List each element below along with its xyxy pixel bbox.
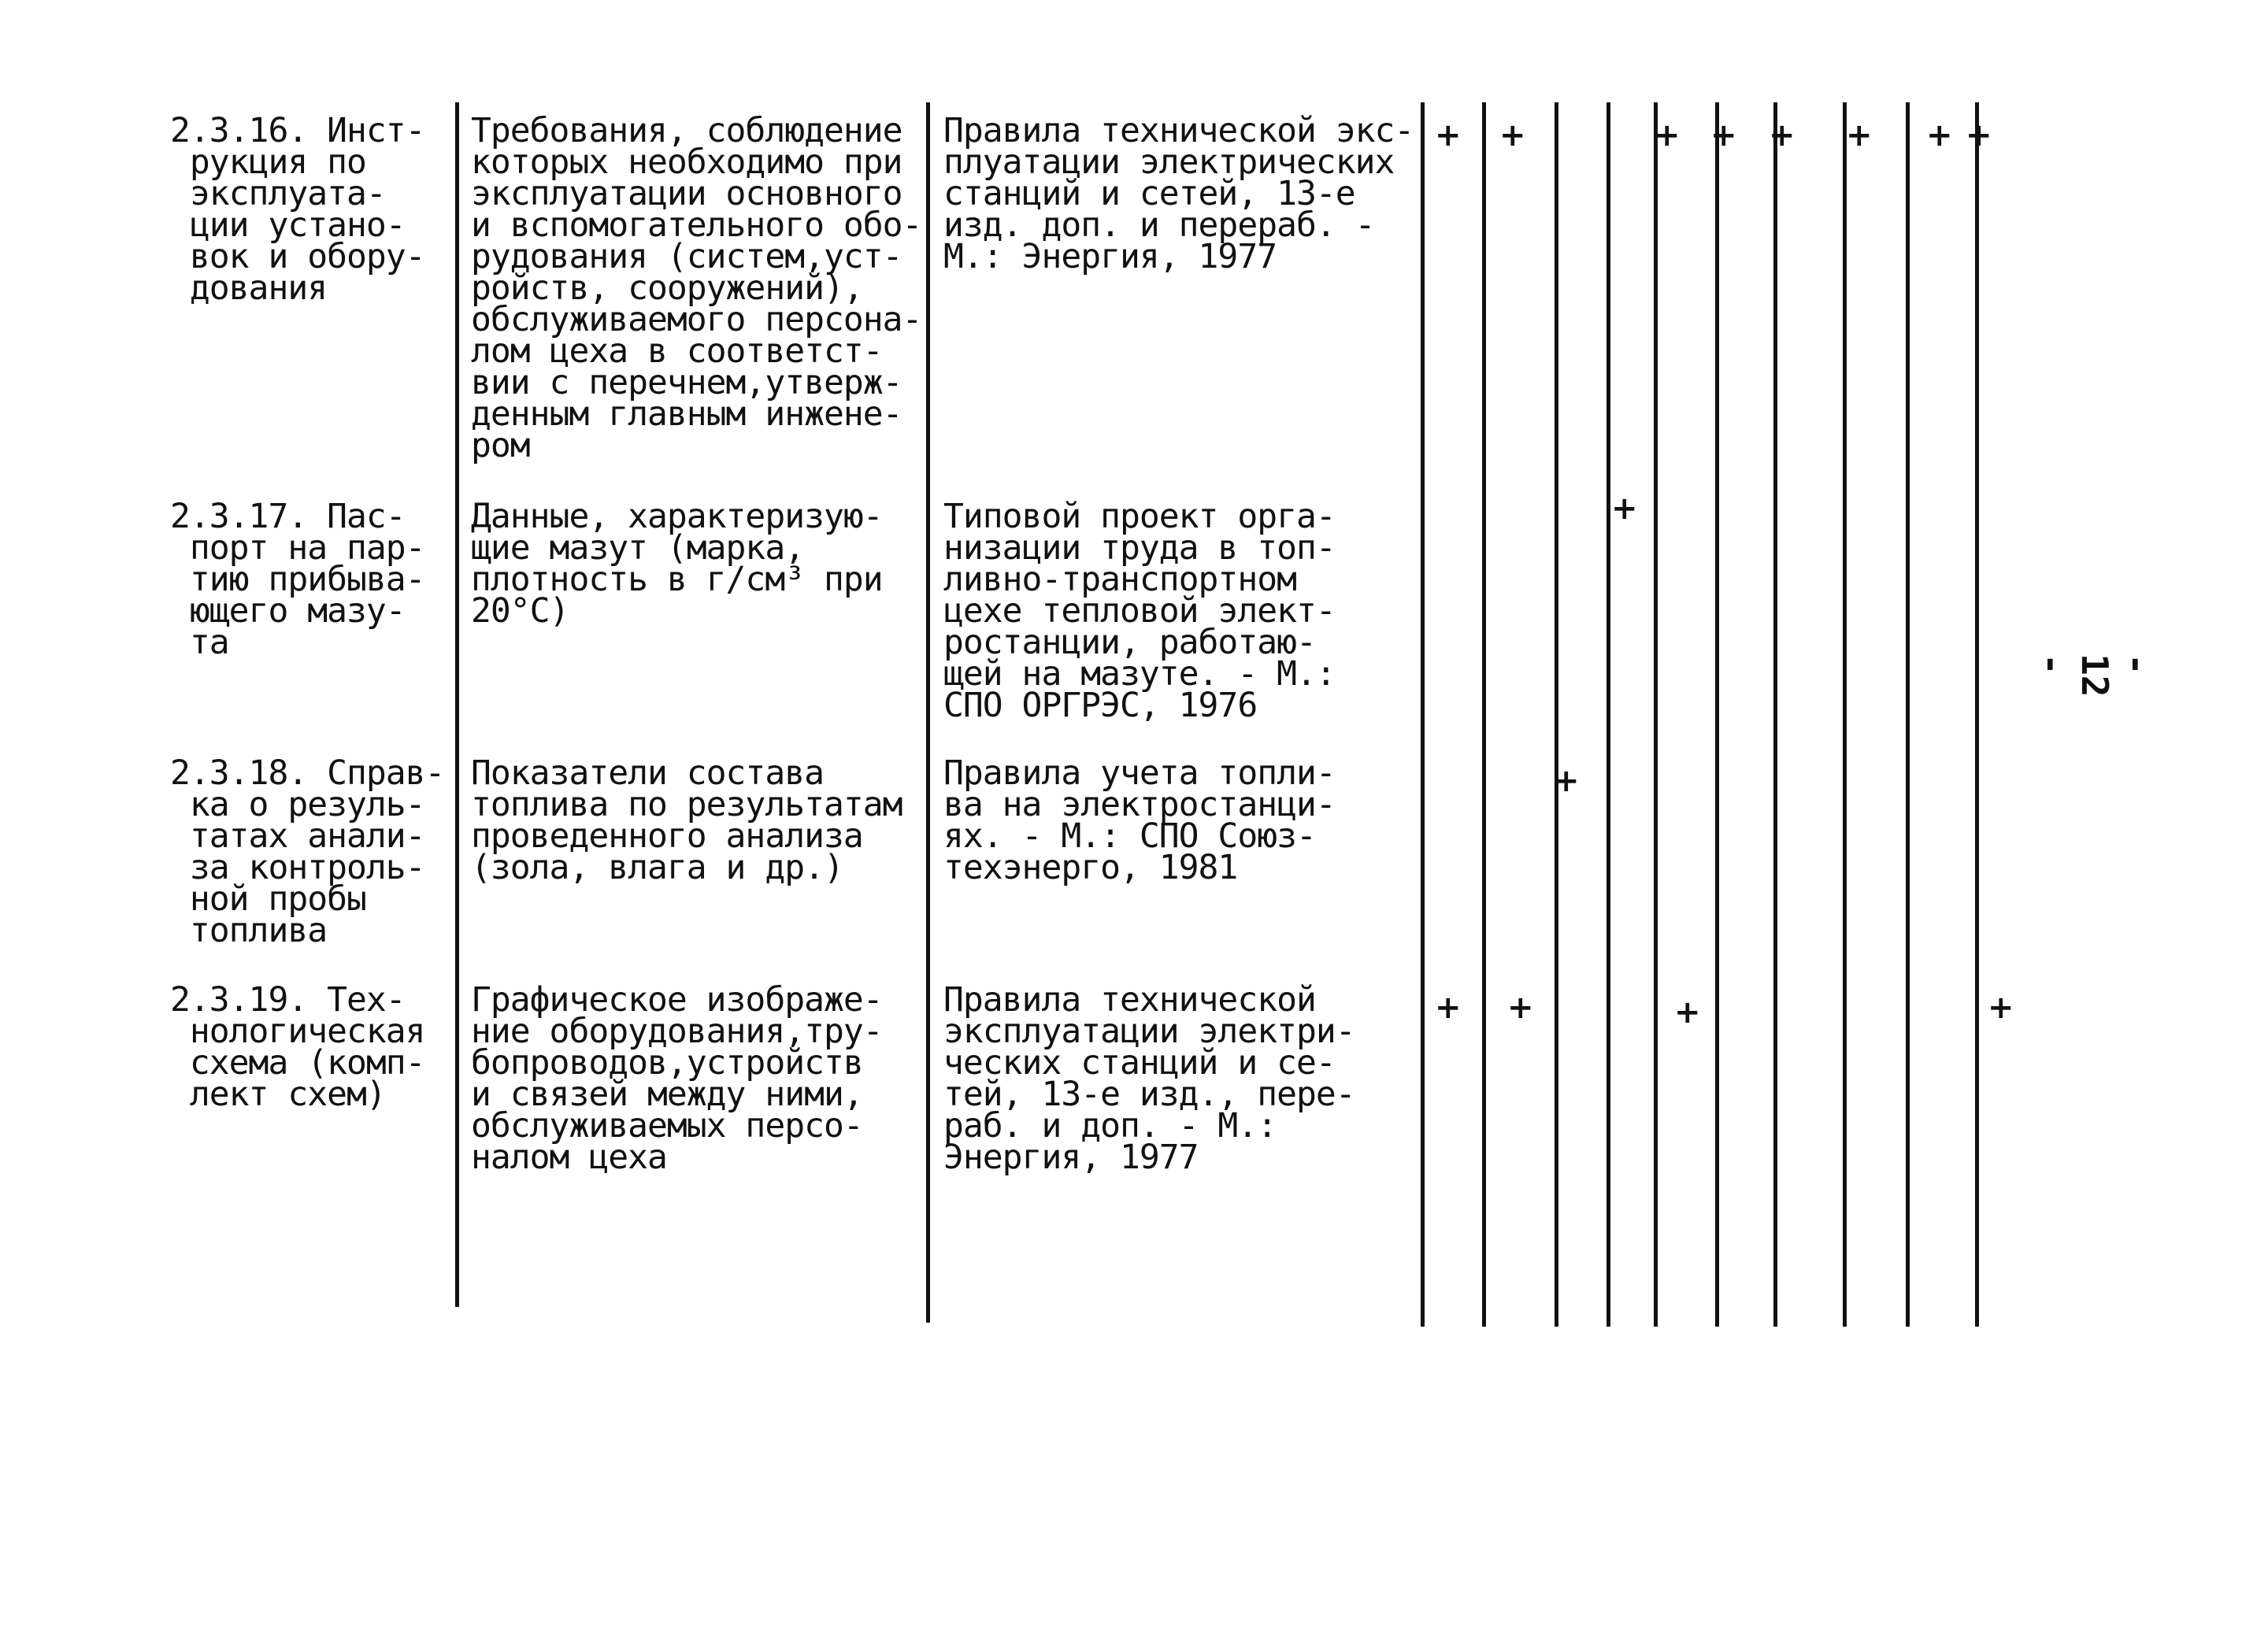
row-number-title: 2.3.18. Справ- ка о резуль- татах анали- за контроль- ной пробы топлива (170, 753, 445, 950)
page-number: - 12 - (2031, 653, 2159, 698)
column-rule (1843, 102, 1847, 1327)
column-rule (1421, 102, 1425, 1327)
mark-plus: + (1988, 990, 2014, 1026)
mark-plus: + (1710, 117, 1737, 154)
row-content: Требования, соблюдение которых необходимо при эксплуатации основного и вспомогательного обо- рудования (систем,уст- ройств, сооружений), обслуживаемого персона- лом цеха в соответст- вии с перечнем,утверж- денным главным инжене- ром (471, 111, 922, 465)
row-content: Данные, характеризую- щие мазут (марка, плотность в г/см³ при 20°С) (471, 497, 883, 631)
mark-plus: + (1769, 117, 1796, 154)
mark-plus: + (1499, 117, 1526, 154)
row-basis: Правила технической экс- плуатации электрических станций и сетей, 13-е изд. доп. и перераб. - М.: Энергия, 1977 (943, 111, 1414, 276)
mark-plus: + (1435, 990, 1462, 1026)
row-content: Графическое изображе- ние оборудования,тру- бопроводов,устройств и связей между ними, обслуживаемых персо- налом цеха (471, 980, 883, 1177)
mark-plus: + (1553, 763, 1580, 799)
column-rule (1773, 102, 1777, 1327)
mark-plus: + (1966, 117, 1992, 154)
row-number-title: 2.3.19. Тех- нологическая схема (комп- лект схем) (170, 980, 425, 1114)
mark-plus: + (1846, 117, 1873, 154)
column-rule (1975, 102, 1979, 1327)
column-rule (1482, 102, 1486, 1327)
mark-plus: + (1435, 117, 1462, 154)
column-rule (1654, 102, 1658, 1327)
column-rule (1906, 102, 1910, 1327)
mark-plus: + (1654, 117, 1681, 154)
row-number-title: 2.3.17. Пас- порт на пар- тию прибыва- ющего мазу- та (170, 497, 425, 662)
row-content: Показатели состава топлива по результатам проведенного анализа (зола, влага и др.) (471, 753, 902, 887)
column-rule (1606, 102, 1610, 1327)
column-rule (1715, 102, 1719, 1327)
row-number-title: 2.3.16. Инст- рукция по эксплуата- ции устано- вок и обору- дования (170, 111, 425, 308)
mark-plus: + (1507, 990, 1534, 1026)
row-basis: Правила учета топли- ва на электростанци- ях. - М.: СПО Союз- техэнерго, 1981 (943, 753, 1336, 887)
column-rule (455, 102, 459, 1307)
column-rule (926, 102, 930, 1323)
column-rule (1555, 102, 1558, 1327)
mark-plus: + (1611, 490, 1638, 527)
row-basis: Типовой проект орга- низации труда в топ- ливно-транспортном цехе тепловой элект- ростанции, работаю- щей на мазуте. - М.: СПО ОРГРЭС, 1976 (943, 497, 1336, 725)
mark-plus: + (1926, 117, 1953, 154)
mark-plus: + (1674, 994, 1701, 1031)
row-basis: Правила технической эксплуатации электри- ческих станций и се- тей, 13-е изд., пере- раб. и доп. - М.: Энергия, 1977 (943, 980, 1355, 1177)
